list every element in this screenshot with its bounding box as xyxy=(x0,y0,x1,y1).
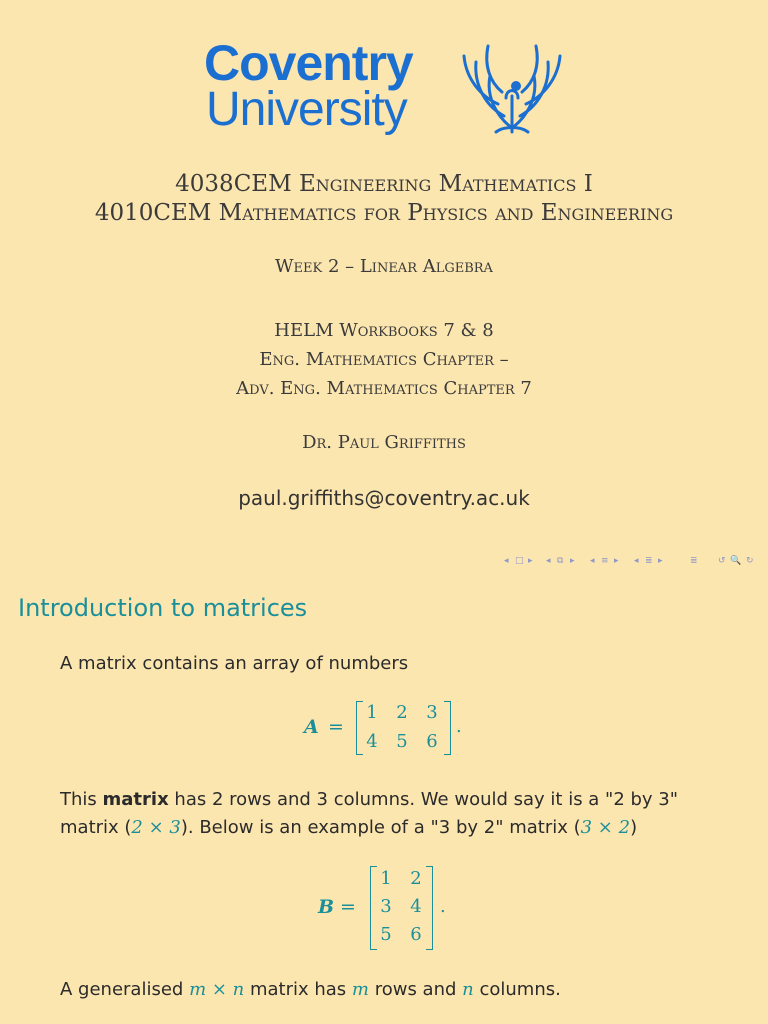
frame-title: Introduction to matrices xyxy=(18,594,308,622)
equals-sign: = xyxy=(340,896,356,918)
generalised-matrix-text: A generalised m × n matrix has m rows and n columns. xyxy=(60,979,561,1000)
nav-search-icon[interactable]: 🔍 xyxy=(730,556,742,566)
matrix-a-cell: 4 xyxy=(366,731,378,752)
author-email[interactable]: paul.griffiths@coventry.ac.uk xyxy=(238,486,530,510)
matrix-a-cell: 3 xyxy=(426,702,438,723)
right-bracket xyxy=(426,866,433,950)
matrix-b-cell: 4 xyxy=(410,896,422,917)
nav-forward-icon[interactable]: ↻ xyxy=(746,556,754,566)
nav-prev-icon[interactable]: ◂ xyxy=(634,556,639,566)
period: . xyxy=(456,716,462,737)
nav-prev-icon[interactable]: ◂ xyxy=(546,556,551,566)
nav-section-icon[interactable]: ≡ xyxy=(601,556,609,566)
n-symbol: n xyxy=(462,979,474,1000)
nav-next-icon[interactable]: ▸ xyxy=(658,556,663,566)
matrix-a-cell: 6 xyxy=(426,731,438,752)
dimension-2x3: 2 × 3 xyxy=(131,817,181,838)
nav-appendix-icon[interactable]: ≣ xyxy=(690,556,698,566)
matrices-slide xyxy=(0,580,768,1024)
nav-prev-icon[interactable]: ◂ xyxy=(504,556,509,566)
nav-frame-icon[interactable]: □ xyxy=(515,556,524,566)
matrix-a-cell: 1 xyxy=(366,702,378,723)
nav-document-icon[interactable]: ≣ xyxy=(645,556,653,566)
matrix-a-cell: 5 xyxy=(396,731,408,752)
matrix-description: This matrix has 2 rows and 3 columns. We would say it is a "2 by 3" matrix (2 × 3). Below is an example of a "3 by 2" matrix (3 × 2) xyxy=(60,789,679,838)
intro-text: A matrix contains an array of numbers xyxy=(60,653,409,674)
nav-next-icon[interactable]: ▸ xyxy=(614,556,619,566)
course-line-1: 4038CEM Engineering Mathematics I xyxy=(175,171,593,197)
course-line-2: 4010CEM Mathematics for Physics and Engineering xyxy=(94,200,674,226)
course-titles xyxy=(0,170,768,228)
nav-back-icon[interactable]: ↺ xyxy=(718,556,726,566)
m-by-n: m × n xyxy=(189,979,245,1000)
matrix-a-cell: 2 xyxy=(396,702,408,723)
week-title: Week 2 – Linear Algebra xyxy=(275,256,493,277)
reference-line-1: HELM Workbooks 7 & 8 xyxy=(274,320,494,341)
matrix-b-name: B xyxy=(318,896,335,918)
dimension-3x2: 3 × 2 xyxy=(580,817,631,838)
reference-line-3: Adv. Eng. Mathematics Chapter 7 xyxy=(236,378,532,399)
references xyxy=(0,316,768,403)
matrix-b-cell: 1 xyxy=(380,868,392,889)
nav-subsection-icon[interactable]: ⧉ xyxy=(557,556,564,566)
logo-line-1: Coventry xyxy=(204,35,413,91)
reference-line-2: Eng. Mathematics Chapter – xyxy=(259,349,509,370)
nav-next-icon[interactable]: ▸ xyxy=(528,556,533,566)
nav-prev-icon[interactable]: ◂ xyxy=(590,556,595,566)
matrix-b-cell: 5 xyxy=(380,924,392,945)
matrix-b-cell: 2 xyxy=(410,868,422,889)
period: . xyxy=(440,896,446,917)
matrix-term: matrix xyxy=(102,789,169,810)
matrix-b-cell: 3 xyxy=(380,896,392,917)
coventry-university-logo xyxy=(204,36,564,140)
beamer-navigation-bar xyxy=(504,556,764,570)
m-symbol: m xyxy=(351,979,369,1000)
matrix-b-cell: 6 xyxy=(410,924,422,945)
phoenix-emblem-icon xyxy=(456,36,568,140)
right-bracket xyxy=(444,701,451,755)
equals-sign: = xyxy=(328,716,344,738)
nav-next-icon[interactable]: ▸ xyxy=(570,556,575,566)
matrix-a-name: A xyxy=(304,716,319,738)
logo-line-2: University xyxy=(206,83,407,136)
author-name: Dr. Paul Griffiths xyxy=(302,432,466,453)
